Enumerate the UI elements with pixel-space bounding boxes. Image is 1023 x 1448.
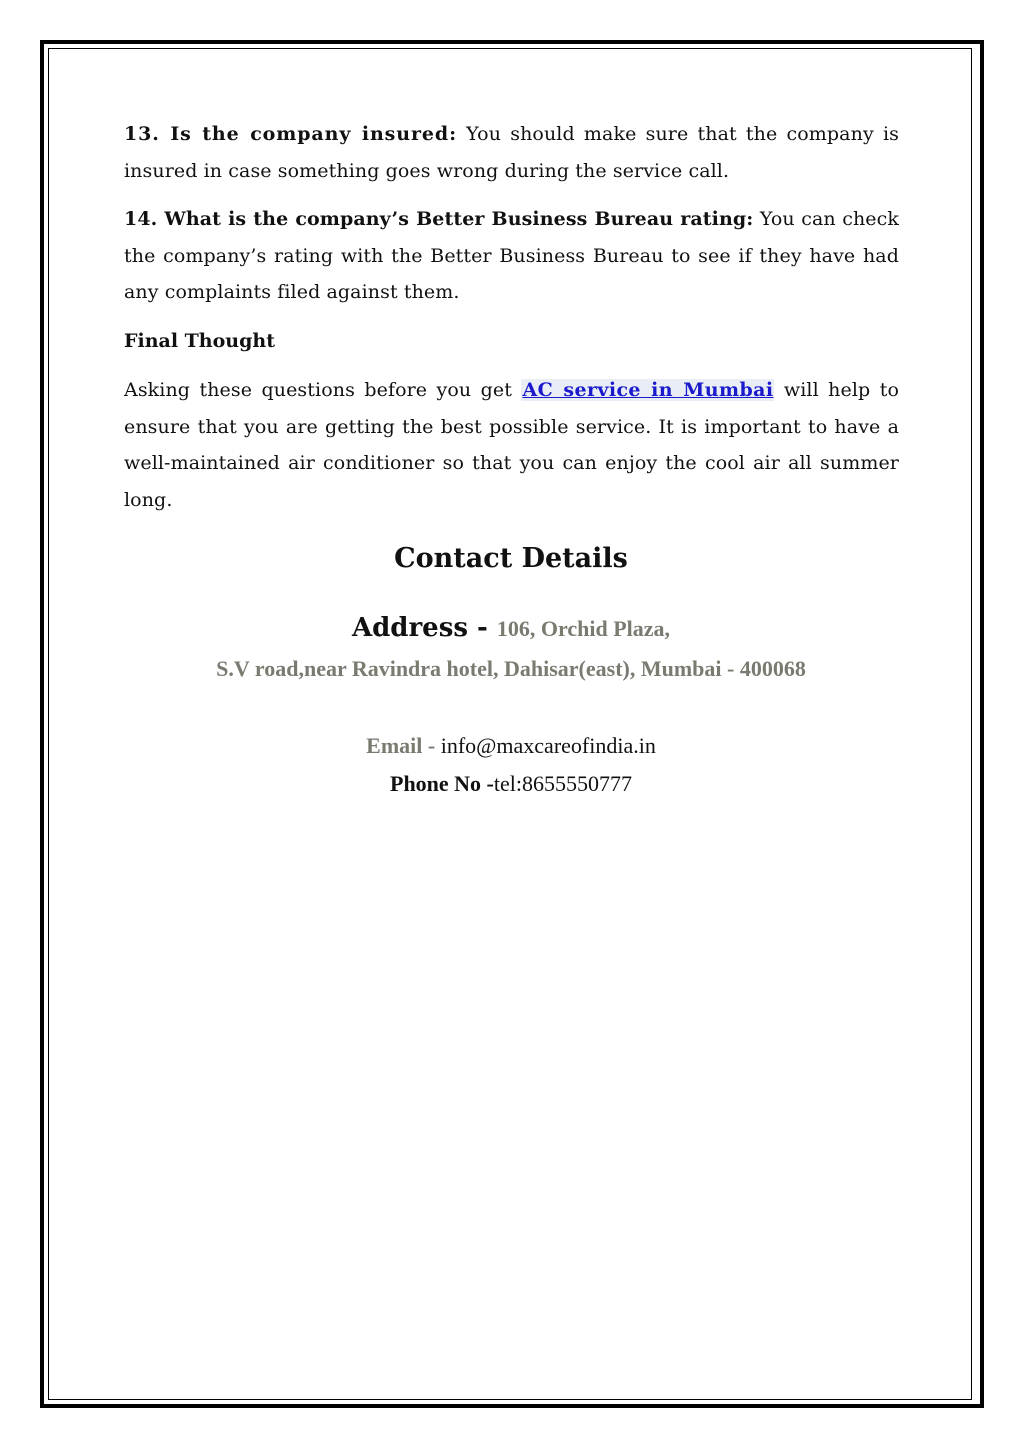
final-text-before: Asking these questions before you get (124, 379, 522, 401)
phone-label: Phone No - (390, 771, 494, 796)
question-14-text: You can check the company’s rating with the Better Business Bureau to see if they have had any complaints filed against them. (124, 208, 899, 303)
address-line2: S.V road,near Ravindra hotel, Dahisar(east), Mumbai - 400068 (216, 656, 806, 681)
email-line (48, 728, 974, 764)
phone-value[interactable]: tel:8655550777 (493, 771, 632, 796)
final-text-after: will help to ensure that you are getting the best possible service. It is important to have a well-maintained air conditioner so that you can enjoy the cool air all summer long. (124, 379, 899, 511)
address-line (48, 606, 974, 653)
question-13 (124, 116, 899, 189)
ac-service-link[interactable]: AC service in Mumbai (522, 379, 774, 401)
question-13-title: 13. Is the company insured: (124, 123, 457, 145)
phone-line (48, 766, 974, 802)
question-14-title: 14. What is the company’s Better Business Bureau rating: (124, 208, 754, 230)
address-label: Address - (351, 613, 497, 643)
email-label: Email - (366, 733, 441, 758)
question-13-text: You should make sure that the company is insured in case something goes wrong during the service call. (124, 123, 899, 182)
final-thought-paragraph (124, 372, 899, 518)
contact-details-title: Contact Details (394, 543, 628, 574)
final-thought-heading: Final Thought (124, 329, 275, 352)
document-body (124, 116, 899, 530)
email-value[interactable]: info@maxcareofindia.in (440, 733, 656, 758)
question-14 (124, 201, 899, 311)
address-line1: 106, Orchid Plaza, (496, 616, 671, 641)
